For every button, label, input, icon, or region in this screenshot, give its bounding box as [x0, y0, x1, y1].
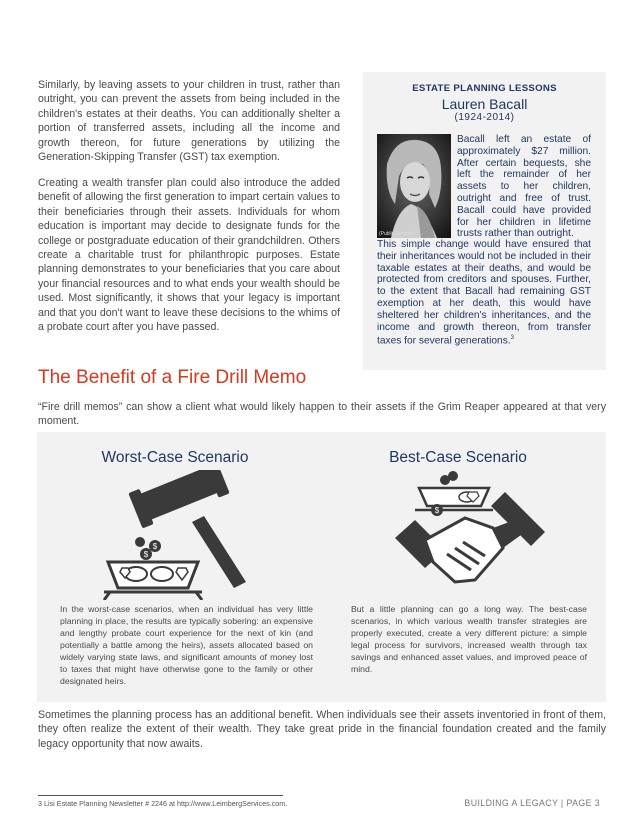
worst-case-title: Worst-Case Scenario [101, 449, 249, 466]
footnote-ref: 3 [510, 335, 514, 342]
sidebar-label: ESTATE PLANNING LESSONS [412, 83, 557, 94]
best-case-text: But a little planning can go a long way. The best-case scenarios, in which various wealth transfer strategies are properly executed, create a very different picture: a simple legal process for survivors, increased wealth through tax savings and enhanced asset values, and improved peace of mind. [351, 604, 587, 674]
gavel-icon [100, 470, 250, 600]
photo-credit: (Public Domain) [379, 231, 415, 237]
section-intro: “Fire drill memos” can show a client what would likely happen to their assets if the Grim Reaper appeared at that very moment. [38, 401, 606, 428]
intro-paragraph-1: Similarly, by leaving assets to your children in trust, rather than outright, you can prevent the assets from being included in the children's estates at their deaths. You can additionally shelter a portion of transferred assets, including all the income and growth thereon, for future generations by utilizing the Generation-Skipping Transfer (GST) tax exemption. [38, 79, 340, 164]
footnote-divider [38, 795, 283, 796]
section-heading: The Benefit of a Fire Drill Memo [38, 367, 307, 388]
sidebar-dates: (1924-2014) [454, 112, 515, 123]
svg-text:$: $ [143, 550, 149, 559]
handshake-icon [385, 470, 555, 600]
sidebar-name: Lauren Bacall [441, 96, 528, 112]
closing-paragraph: Sometimes the planning process has an additional benefit. When individuals see their assets inventoried in front of them, they often realize the extent of their wealth. They take great pride in the financial foundation created and the family legacy opportunity that now awaits. [38, 709, 606, 750]
portrait-photo [377, 134, 451, 238]
best-case-title: Best-Case Scenario [389, 449, 527, 466]
sidebar-text-beside-photo: Bacall left an estate of approximately $27 million. After certain bequests, she left the remainder of her assets to her children, outright and free of trust. Bacall could have provided for her children in lifetime trusts rather than outright. [457, 134, 591, 240]
footnote: 3 Lisi Estate Planning Newsletter # 2246 at http://www.LeimbergServices.com. [38, 799, 288, 808]
svg-text:$: $ [152, 542, 158, 551]
worst-case-text: In the worst-case scenarios, when an individual has very little planning in place, the results are typically sobering: an expensive and lengthy probate court experience for the next of kin (and potentially a battle among the heirs), assets allocated based on widely varying state laws, and significant amounts of money lost to taxes that might have otherwise gone to the family or other designated heirs. [60, 604, 313, 686]
sidebar-text-below-photo: This simple change would have ensured that their inheritances would not be included in their taxable estates at their deaths, and would be protected from creditors and spouses. Further, to the extent that Bacall had remaining GST exemption at her death, this would have sheltered her children's inheritances, and the income and growth thereon, from transfer taxes for several generations.$^3$ [377, 239, 591, 347]
svg-text:$: $ [434, 506, 440, 515]
intro-paragraph-2: Creating a wealth transfer plan could also introduce the added benefit of allowing the first generation to impart certain values to their beneficiaries through their assets. Individuals for whom education is important may decide to designate funds for the college or postgraduate education of their grandchildren. Others create a charitable trust for philanthropic purposes. Estate planning demonstrates to your beneficiaries that you care about your financial resources and to what ends your wealth should be used. Most significantly, it shows that your legacy is important and that you don't want to leave these decisions to the whims of a probate court after you have passed. [38, 177, 340, 334]
page-footer: BUILDING A LEGACY | PAGE 3 [464, 798, 600, 808]
